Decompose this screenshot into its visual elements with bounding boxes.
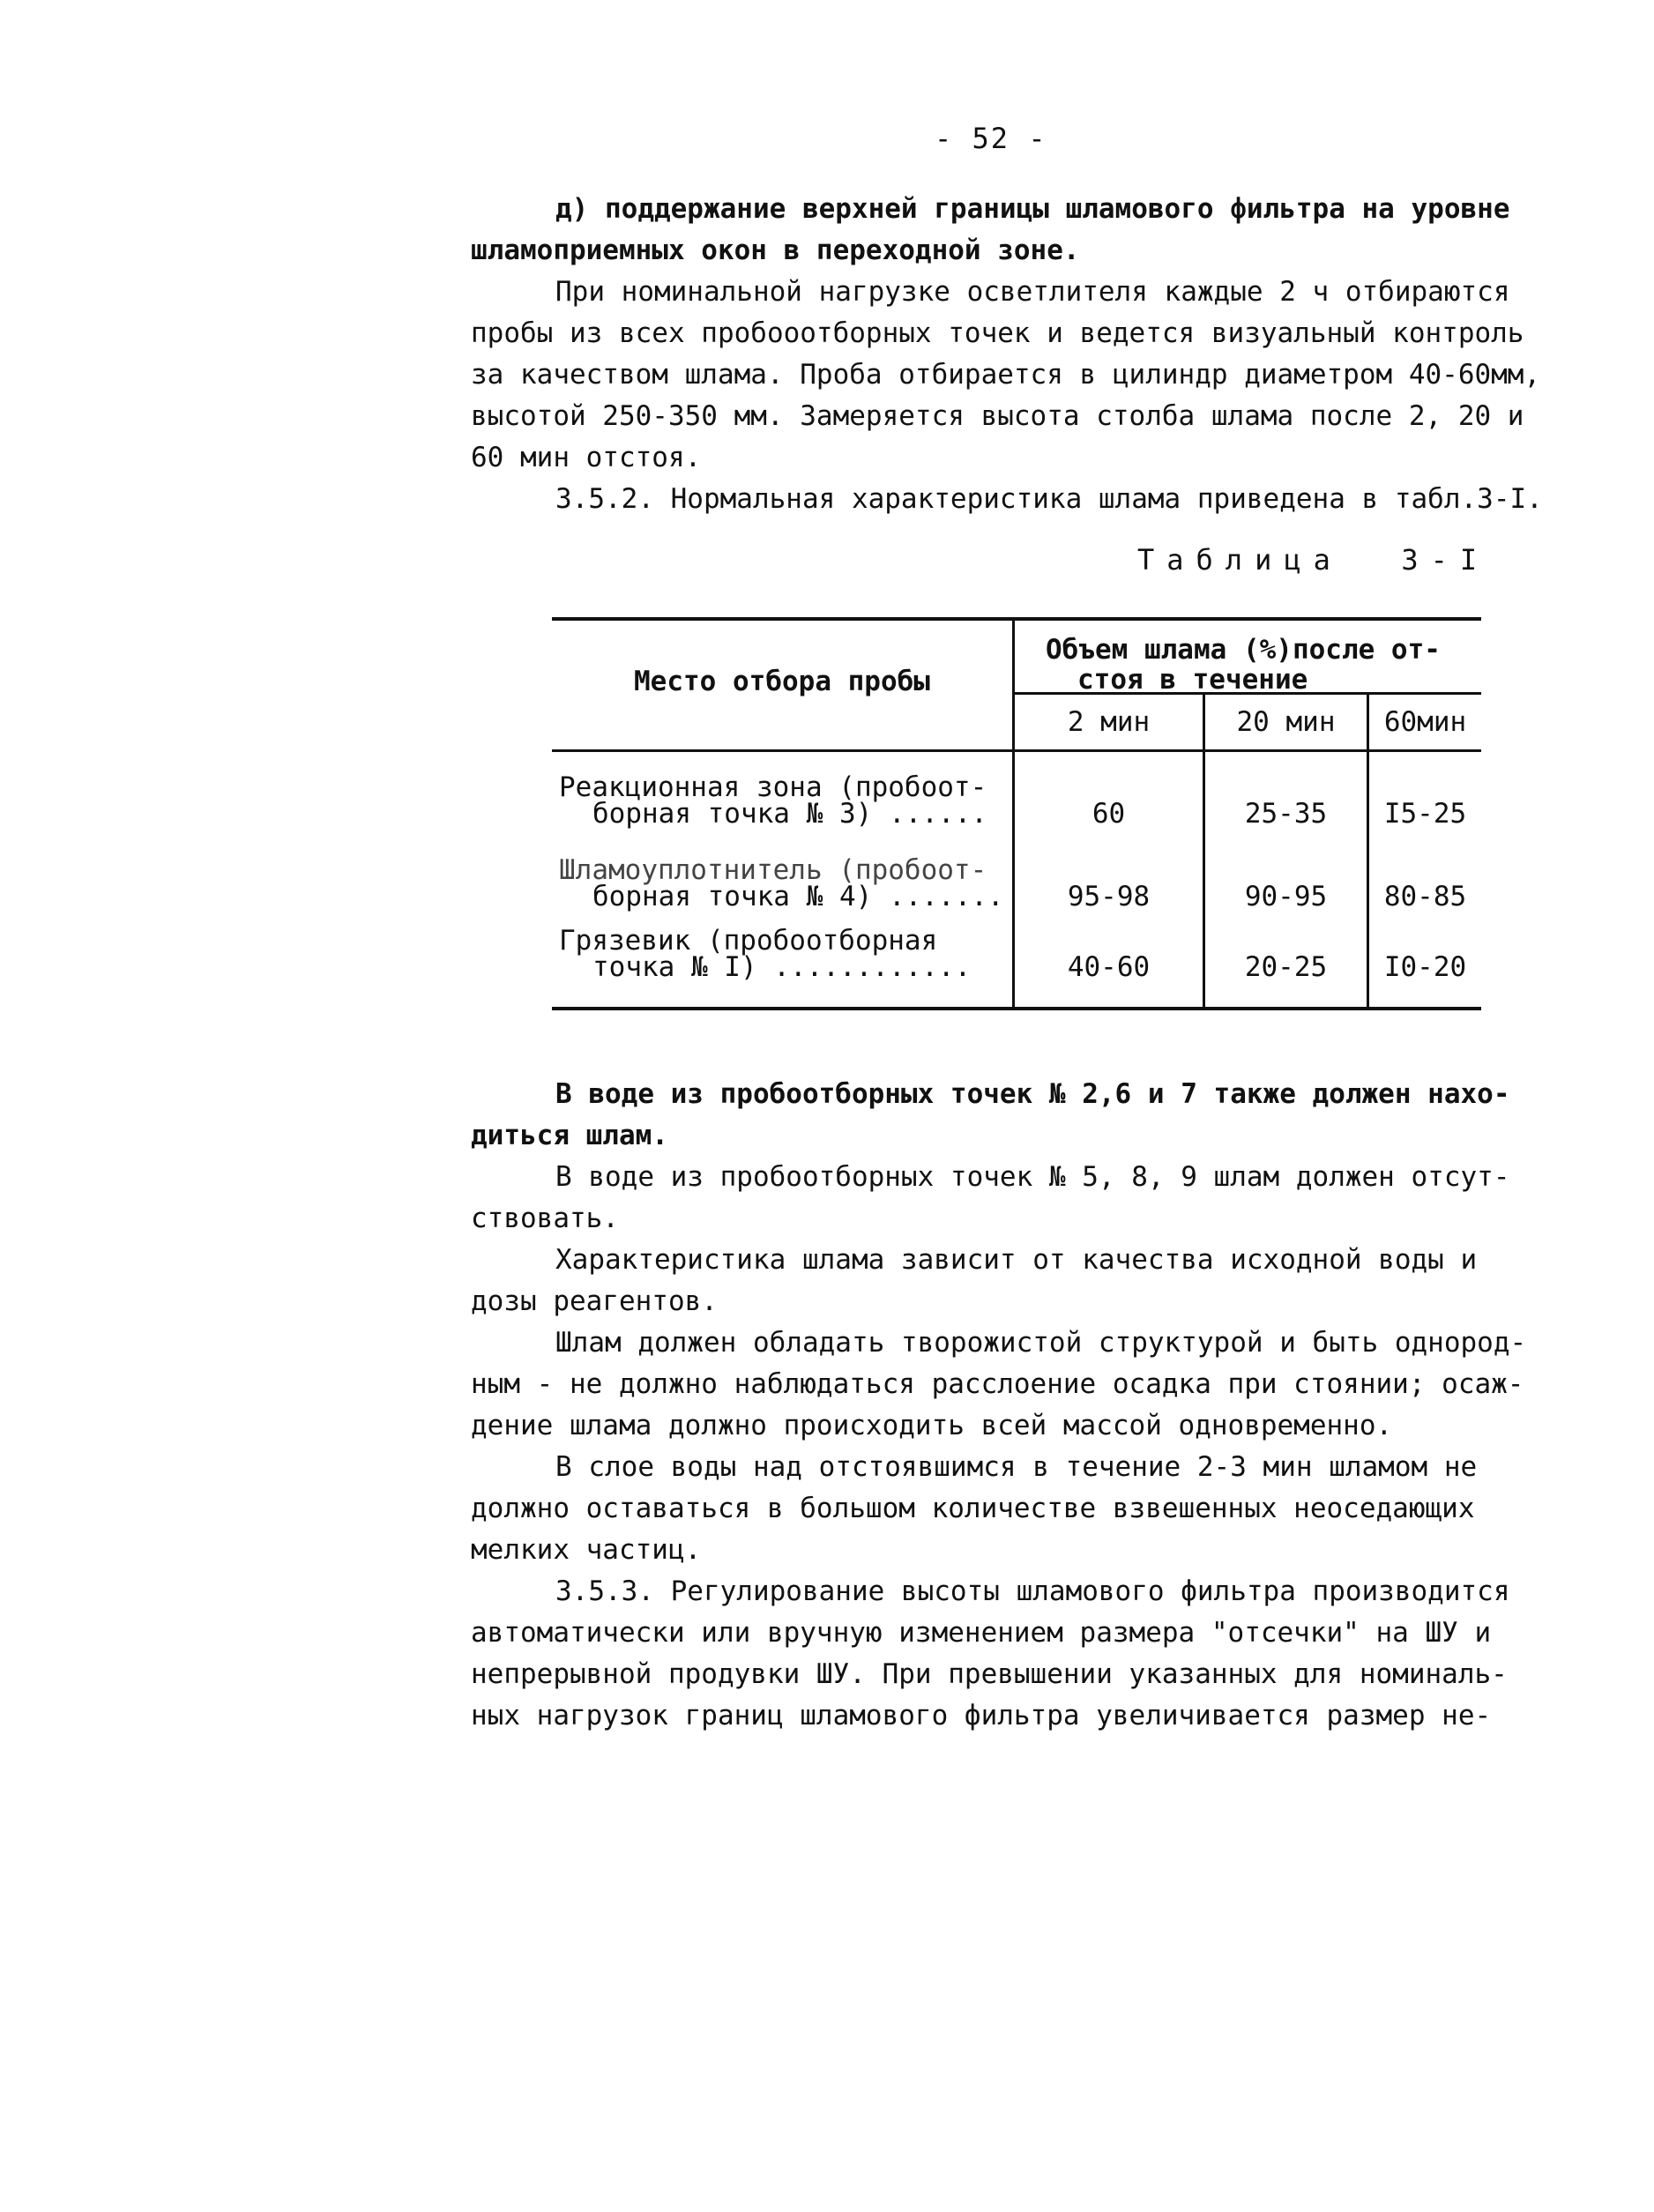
table-caption: Таблица 3-I xyxy=(1137,543,1490,577)
text-line: дение шлама должно происходить всей массой одновременно. xyxy=(471,1410,1393,1441)
text-line: ных нагрузок границ шламового фильтра увеличивается размер не- xyxy=(471,1700,1492,1732)
table-bottom-rule xyxy=(552,1007,1481,1010)
table-cell: 20-25 xyxy=(1244,951,1328,983)
text-line: дозы реагентов. xyxy=(471,1285,718,1317)
header-volume-line1: Объем шлама (%)после от- xyxy=(1046,634,1441,666)
table-cell: 90-95 xyxy=(1244,881,1328,912)
text-line: ным - не должно наблюдаться расслоение осадка при стоянии; осаж- xyxy=(471,1368,1524,1400)
column-header: 60мин xyxy=(1383,706,1467,738)
text-line: должно оставаться в большом количестве взвешенных неоседающих xyxy=(471,1493,1475,1524)
text-line: автоматически или вручную изменением размера "отсечки" на ШУ и xyxy=(471,1617,1492,1649)
header-volume-line2: стоя в течение xyxy=(1077,664,1308,696)
row-place-line1: Грязевик (пробоотборная xyxy=(559,925,938,957)
row-place-line2: борная точка № 3) ...... xyxy=(592,798,987,830)
text-line: В воде из пробоотборных точек № 5, 8, 9 шлам должен отсут- xyxy=(555,1161,1510,1193)
page-number: - 52 - xyxy=(935,122,1047,155)
table-cell: 25-35 xyxy=(1244,798,1328,830)
text-line: пробы из всех пробооотборных точек и ведется визуальный контроль xyxy=(471,317,1524,349)
text-line: Шлам должен обладать творожистой структурой и быть однород- xyxy=(555,1327,1527,1359)
row-place-line2: точка № I) ............ xyxy=(592,951,972,983)
row-place-line1: Шламоуплотнитель (пробоот- xyxy=(559,854,987,886)
text-line: В воде из пробоотборных точек № 2,6 и 7 также должен нахо- xyxy=(555,1078,1510,1110)
table-cell: 80-85 xyxy=(1383,881,1467,912)
table-cell: 60 xyxy=(1091,798,1126,830)
text-line: высотой 250-350 мм. Замеряется высота столба шлама после 2, 20 и xyxy=(471,400,1524,432)
column-header: 20 мин xyxy=(1236,706,1336,738)
text-line: При номинальной нагрузке осветлителя каждые 2 ч отбираются xyxy=(555,276,1510,308)
bottom-text-block xyxy=(471,1074,1555,1737)
row-place-line2: борная точка № 4) ....... xyxy=(592,881,1004,912)
table-top-rule xyxy=(552,617,1481,621)
text-line: за качеством шлама. Проба отбирается в цилиндр диаметром 40-60мм, xyxy=(471,359,1541,391)
header-place: Место отбора пробы xyxy=(634,666,930,697)
table-cell: I5-25 xyxy=(1383,798,1467,830)
text-line: ствовать. xyxy=(471,1203,619,1234)
table-cell: 40-60 xyxy=(1067,951,1151,983)
text-line: 3.5.3. Регулирование высоты шламового фильтра производится xyxy=(555,1575,1510,1607)
text-line: шламоприемных окон в переходной зоне. xyxy=(471,235,1080,266)
text-line: В слое воды над отстоявшимся в течение 2-3 мин шламом не xyxy=(555,1451,1478,1483)
table-cell: I0-20 xyxy=(1383,951,1467,983)
text-line: 60 мин отстоя. xyxy=(471,442,702,473)
header-bottom-rule xyxy=(552,749,1481,752)
text-line: диться шлам. xyxy=(471,1120,668,1151)
row-place-line1: Реакционная зона (пробоот- xyxy=(559,771,987,803)
table-cell: 95-98 xyxy=(1067,881,1151,912)
top-text-block xyxy=(471,189,1555,520)
text-line: 3.5.2. Нормальная характеристика шлама приведена в табл.3-I. xyxy=(555,483,1543,515)
sludge-table xyxy=(552,617,1481,1010)
text-line: Характеристика шлама зависит от качества исходной воды и xyxy=(555,1244,1478,1276)
text-line: непрерывной продувки ШУ. При превышении указанных для номиналь- xyxy=(471,1658,1508,1690)
text-line: мелких частиц. xyxy=(471,1534,702,1566)
column-header: 2 мин xyxy=(1067,706,1151,738)
text-line: д) поддержание верхней границы шламового фильтра на уровне xyxy=(555,193,1510,225)
